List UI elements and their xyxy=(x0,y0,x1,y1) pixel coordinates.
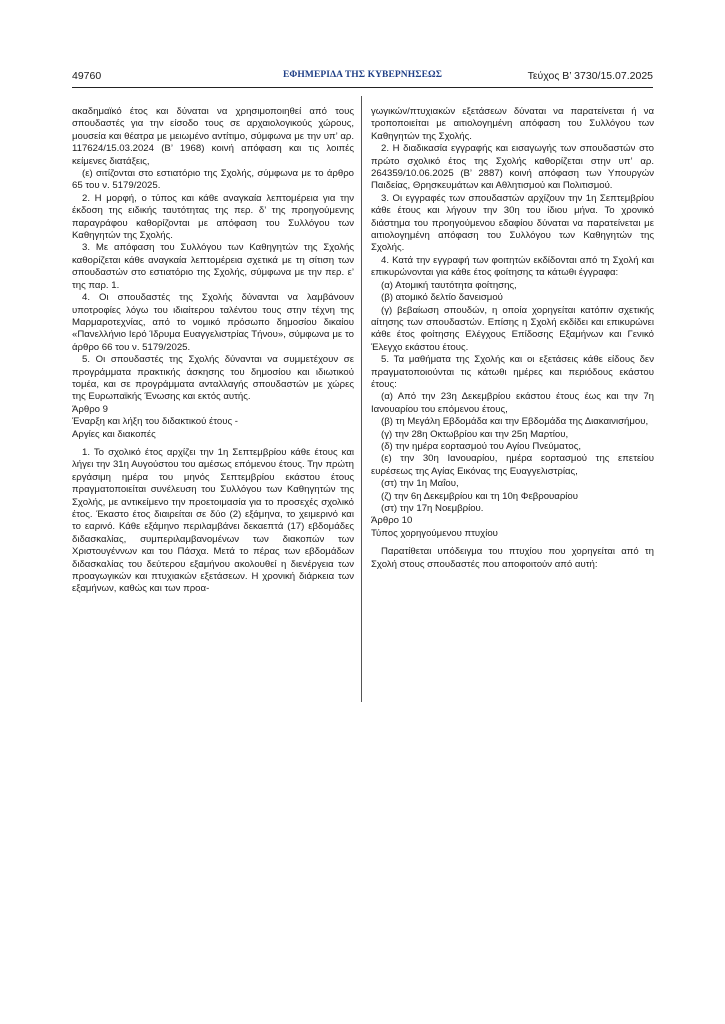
list-item: (α) Ατομική ταυτότητα φοίτησης, xyxy=(381,279,517,291)
list-item: (ζ) την 6η Δεκεμβρίου και τη 10η Φεβρουαρίου xyxy=(381,490,579,502)
left-column xyxy=(72,106,354,596)
paragraph: 2. Η διαδικασία εγγραφής και εισαγωγής των σπουδαστών στο πρώτο σχολικό έτος της Σχολής καθορίζεται στην υπ’ αρ. 264359/10.06.2025 (Β’ 2887) κοινή απόφαση των Υπουργών Παιδείας, Θρησκευμάτων και Αθλητισμού και Πολιτισμού. xyxy=(371,143,654,192)
list-item: (ε) την 30η Ιανουαρίου, ημέρα εορτασμού της επετείου ευρέσεως της Αγίας Εικόνας της Ευαγγελιστρίας, xyxy=(371,453,654,477)
paragraph: 2. Η μορφή, ο τύπος και κάθε αναγκαία λεπτομέρεια για την έκδοση της ειδικής ταυτότητας της περ. δ’ της προηγούμενης παραγράφου καθορίζονται με απόφαση του Συλλόγου των Καθηγητών της Σχολής. xyxy=(72,192,354,242)
page-number: 49760 xyxy=(72,70,102,82)
paragraph: 3. Με απόφαση του Συλλόγου των Καθηγητών της Σχολής καθορίζεται κάθε αναγκαία λεπτομέρεια σχετικά με τη σίτιση των σπουδαστών στο εστιατόριο της Σχολής, σύμφωνα με την περ. ε’ της παρ. 1. xyxy=(72,242,354,291)
article-title: Τύπος χορηγούμενου πτυχίου xyxy=(371,527,498,539)
paragraph: 3. Οι εγγραφές των σπουδαστών αρχίζουν την 1η Σεπτεμβρίου κάθε έτους και λήγουν την 30η του ίδιου μήνα. Το χρονικό διάστημα του προηγούμενου εδαφίου δύναται να παρατείνεται με αιτιολογημένη απόφαση του Συλλόγου των Καθηγητών της Σχολής. xyxy=(371,192,654,254)
article-title: Αργίες και διακοπές xyxy=(72,428,156,440)
paragraph: γωγικών/πτυχιακών εξετάσεων δύναται να παρατείνεται ή να τροποποιείται με αιτιολογημένη απόφαση του Συλλόγου των Καθηγητών της Σχολής. xyxy=(371,106,654,142)
list-item: (γ) βεβαίωση σπουδών, η οποία χορηγείται κατόπιν σχετικής αίτησης των σπουδαστών. Επίσης η Σχολή εκδίδει και επικυρώνει κάθε έτος φοίτησης Ελέγχους Επίδοσης Εξαμήνων και Γενικό Έλεγχο εκάστου έτους. xyxy=(371,304,654,353)
article-number: Άρθρο 10 xyxy=(371,515,413,527)
list-item: (γ) την 28η Οκτωβρίου και την 25η Μαρτίου, xyxy=(381,428,569,440)
right-column xyxy=(371,106,654,571)
page-header xyxy=(72,70,653,86)
paragraph: 1. Το σχολικό έτος αρχίζει την 1η Σεπτεμβρίου κάθε έτους και λήγει την 31η Αυγούστου του αμέσως επόμενου έτους. Την πρώτη εργάσιμη ημέρα του μηνός Σεπτεμβρίου εκάστου έτους πραγματοποιείται συνέλευση του Συλλόγου των Καθηγητών της Σχολής, με αντικείμενο την προετοιμασία για το προσεχές σχολικό έτος. Έκαστο έτος διαιρείται σε δύο (2) εξάμηνα, το χειμερινό και το εαρινό. Κάθε εξάμηνο περιλαμβάνει δεκαεπτά (17) εβδομάδες διδασκαλίας, συμπεριλαμβανομένων των διακοπών των Χριστουγέννων και του Πάσχα. Μετά το πέρας των εβδομάδων διδασκαλίας του δεύτερου εξαμήνου ακολουθεί η διενέργεια των προαγωγικών και πτυχιακών εξετάσεων. Η χρονική διάρκεια των εξαμήνων, καθώς και των προα- xyxy=(72,446,354,595)
list-item: (δ) την ημέρα εορτασμού του Αγίου Πνεύματος, xyxy=(381,440,581,452)
article-title: Έναρξη και λήξη του διδακτικού έτους - xyxy=(72,416,238,428)
list-item: (β) τη Μεγάλη Εβδομάδα και την Εβδομάδα της Διακαινισήμου, xyxy=(381,416,649,428)
column-divider xyxy=(361,96,362,702)
paragraph: 5. Οι σπουδαστές της Σχολής δύνανται να συμμετέχουν σε προγράμματα πρακτικής άσκησης του δημοσίου και ιδιωτικού τομέα, και σε προγράμματα ανταλλαγής σπουδαστών με χώρες της Ευρωπαϊκής Ένωσης και εκτός αυτής. xyxy=(72,354,354,403)
list-item: (α) Από την 23η Δεκεμβρίου εκάστου έτους έως και την 7η Ιανουαρίου του επόμενου έτους, xyxy=(371,391,654,415)
paragraph: 5. Τα μαθήματα της Σχολής και οι εξετάσεις κάθε είδους δεν πραγματοποιούνται τις κάτωθι ημέρες και περιόδους εκάστου έτους: xyxy=(371,354,654,390)
header-rule xyxy=(72,87,653,88)
paragraph: Παρατίθεται υπόδειγμα του πτυχίου που χορηγείται από τη Σχολή στους σπουδαστές που αποφοιτούν από αυτή: xyxy=(371,546,654,570)
paragraph: 4. Οι σπουδαστές της Σχολής δύνανται να λαμβάνουν υποτροφίες λόγω του ιδιαίτερου ταλέντου τους στην τέχνη της Μαρμαροτεχνίας, από το νομικό πρόσωπο δημοσίου δικαίου «Πανελλήνιο Ιερό Ίδρυμα Ευαγγελιστρίας Τήνου», σύμφωνα με το άρθρο 66 του ν. 5179/2025. xyxy=(72,292,354,353)
list-item: (β) ατομικό δελτίο δανεισμού xyxy=(381,292,503,304)
paragraph: (ε) σιτίζονται στο εστιατόριο της Σχολής, σύμφωνα με το άρθρο 65 του ν. 5179/2025. xyxy=(72,168,354,192)
paragraph: ακαδημαϊκό έτος και δύναται να χρησιμοποιηθεί από τους σπουδαστές για την είσοδο τους σε αρχαιολογικούς χώρους, μουσεία και θέατρα με μειωμένο αντίτιμο, σύμφωνα με την υπ’ αρ. 117624/15.03.2024 (Β’ 1968) κοινή απόφαση και τις λοιπές κείμενες διατάξεις, xyxy=(72,106,354,167)
journal-title: ΕΦΗΜΕΡΙΔΑ ΤΗΣ ΚΥΒΕΡΝΗΣΕΩΣ xyxy=(282,70,443,80)
list-item: (στ) την 17η Νοεμβρίου. xyxy=(381,503,484,514)
issue-reference: Τεύχος Β’ 3730/15.07.2025 xyxy=(527,70,653,82)
list-item: (στ) την 1η Μαΐου, xyxy=(381,478,459,490)
paragraph: 4. Κατά την εγγραφή των φοιτητών εκδίδονται από τη Σχολή και επικυρώνονται για κάθε έτος φοίτησης τα κάτωθι έγγραφα: xyxy=(371,254,654,279)
article-number: Άρθρο 9 xyxy=(72,403,108,415)
